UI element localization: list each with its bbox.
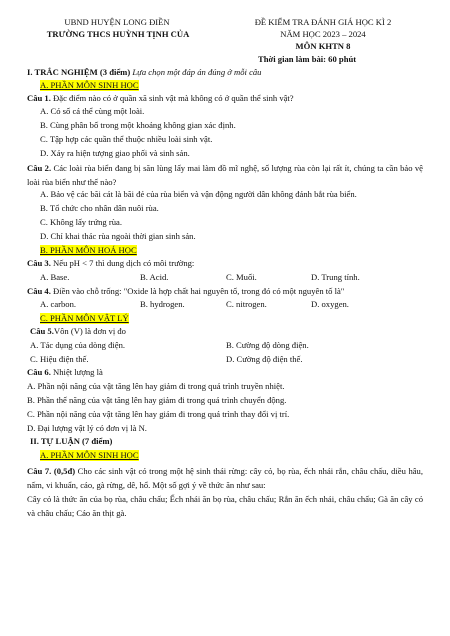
- option: C. Không lấy trứng rùa.: [40, 217, 122, 227]
- option: C. Hiệu điện thế.: [30, 354, 89, 364]
- question-1: [27, 93, 294, 104]
- option: B. hydrogen.: [140, 299, 185, 309]
- question-text: Vôn (V) là đơn vị đo: [53, 326, 126, 336]
- section-biology-essay: A. PHẦN MÔN SINH HỌC: [40, 450, 139, 460]
- part1-instruction: Lựa chọn một đáp án đúng ở mỗi câu: [132, 67, 262, 77]
- school-year: NĂM HỌC 2023 – 2024: [280, 29, 366, 39]
- question-text: Đặc điểm nào có ở quần xã sinh vật mà không có ở quần thể sinh vật?: [53, 93, 294, 103]
- section-biology: A. PHẦN MÔN SINH HỌC: [40, 80, 139, 90]
- question-7: [27, 464, 423, 492]
- option: D. Đại lượng vật lý có đơn vị là N.: [27, 423, 147, 433]
- subject-name: MÔN KHTN 8: [295, 41, 351, 51]
- question-6: [27, 367, 103, 378]
- option: B. Tổ chức cho nhân dân nuôi rùa.: [40, 203, 159, 213]
- option: D. Cường độ điện thế.: [226, 354, 303, 364]
- question-text: Điền vào chỗ trống: "Oxide là hợp chất hai nguyên tố, trong đó có một nguyên tố là": [53, 286, 345, 296]
- question-label: Câu 4.: [27, 286, 51, 296]
- option: D. oxygen.: [311, 299, 349, 309]
- option: A. Bảo vệ các bãi cát là bãi đẻ của rùa biển và vận động người dân không đánh bắt rùa biển.: [40, 189, 357, 199]
- question-7-hints: Cây cỏ là thức ăn của bọ rùa, châu chấu; Ếch nhái ăn bọ rùa, châu chấu; Rắn ăn ếch nhái, châu chấu; Gà ăn cây cỏ và châu chấu; Cáo ăn thịt gà.: [27, 494, 423, 518]
- option: B. Cùng phân bố trong một khoảng không gian xác định.: [40, 120, 236, 130]
- part2-title: II. TỰ LUẬN (7 điểm): [30, 436, 113, 446]
- question-label: Câu 6.: [27, 367, 51, 377]
- option: D. Chỉ khai thác rùa ngoài thời gian sinh sản.: [40, 231, 196, 241]
- question-text: Các loài rùa biển đang bị săn lùng lấy mai làm đồ mĩ nghệ, số lượng rùa còn lại rất ít, chúng ta cần bảo vệ loài rùa biển như thế nào?: [27, 163, 423, 187]
- option: A. Tác dụng của dòng điện.: [30, 340, 126, 350]
- option: C. Muối.: [226, 272, 257, 282]
- option: D. Xảy ra hiện tượng giao phối và sinh sản.: [40, 148, 190, 158]
- school-name: TRƯỜNG THCS HUỲNH TỊNH CỦA: [46, 29, 190, 39]
- exam-duration: Thời gian làm bài: 60 phút: [258, 54, 357, 64]
- option: A. Base.: [40, 272, 70, 282]
- option: C. Phần nội năng của vật tăng lên hay giảm đi trong quá trình thay đổi vị trí.: [27, 409, 290, 419]
- option: A. Phần nội năng của vật tăng lên hay giảm đi trong quá trình truyền nhiệt.: [27, 381, 285, 391]
- question-3: [27, 258, 194, 269]
- question-label: Câu 5.: [30, 326, 54, 336]
- option: C. Tập hợp các quần thể thuộc nhiều loài sinh vật.: [40, 134, 213, 144]
- question-2: [27, 161, 423, 189]
- option: A. carbon.: [40, 299, 77, 309]
- part1-heading: [27, 67, 261, 78]
- question-text: Nhiệt lượng là: [53, 367, 103, 377]
- question-label: Câu 3.: [27, 258, 51, 268]
- question-4: [27, 286, 344, 297]
- exam-title: ĐỀ KIỂM TRA ĐÁNH GIÁ HỌC KÌ 2: [254, 17, 392, 27]
- question-5: [30, 326, 126, 337]
- option: B. Cường độ dòng điện.: [226, 340, 309, 350]
- option: C. nitrogen.: [226, 299, 267, 309]
- section-physics: C. PHẦN MÔN VẬT LÝ: [40, 313, 129, 323]
- section-chemistry: B. PHẦN MÔN HOÁ HỌC: [40, 245, 137, 255]
- question-label: Câu 2.: [27, 163, 52, 173]
- question-text: Nếu pH < 7 thì dung dịch có môi trường:: [53, 258, 195, 268]
- part1-title: I. TRẮC NGHIỆM (3 điểm): [27, 67, 131, 77]
- option: A. Có số cá thể cùng một loài.: [40, 106, 145, 116]
- question-text: Cho các sinh vật có trong một hệ sinh thái rừng: cây cỏ, bọ rùa, ếch nhái rắn, châu chấu, diều hâu, nấm, vi khuẩn, cáo, gà rừng, dê, hổ. Một số gợi ý về thức ăn như sau:: [27, 466, 424, 490]
- district-name: UBND HUYỆN LONG ĐIỀN: [64, 17, 170, 27]
- option: B. Phần thế năng của vật tăng lên hay giảm đi trong quá trình chuyển động.: [27, 395, 287, 405]
- question-label: Câu 1.: [27, 93, 51, 103]
- option: D. Trung tính.: [311, 272, 360, 282]
- question-label: Câu 7. (0,5đ): [27, 466, 76, 476]
- option: B. Acid.: [140, 272, 169, 282]
